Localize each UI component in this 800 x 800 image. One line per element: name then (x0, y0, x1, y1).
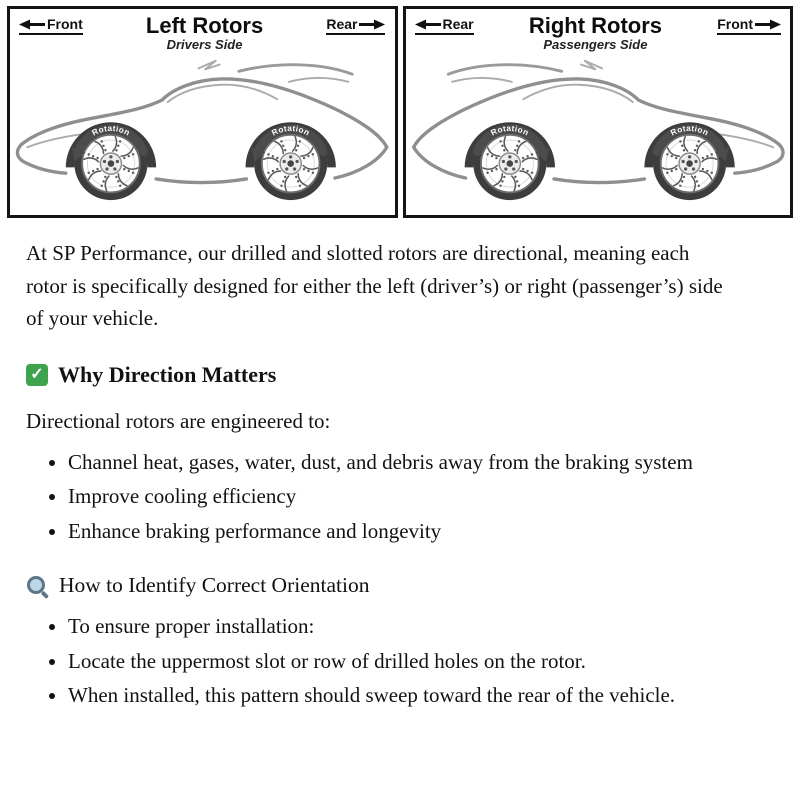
right-rotors-panel (403, 6, 794, 218)
front-direction-label (717, 16, 781, 35)
why-direction-heading (26, 362, 774, 388)
arrow-left-icon (19, 19, 45, 30)
intro-paragraph: At SP Performance, our drilled and slotted rotors are directional, meaning each rotor is specifically designed for either the left (driver’s) or right (passenger’s) side of your vehicle. (26, 241, 723, 331)
heading-text: How to Identify Correct Orientation (59, 573, 370, 598)
direction-label-text: Front (717, 16, 753, 32)
car-illustration-right (406, 54, 791, 215)
front-direction-label (19, 16, 83, 35)
rear-direction-label (326, 16, 385, 35)
orientation-heading (26, 573, 774, 598)
car-illustration-left (10, 54, 395, 215)
panel-subtitle: Drivers Side (166, 37, 243, 53)
left-panel-header (10, 9, 395, 52)
rotor-diagram (0, 0, 800, 218)
rotation-label: Rotation (668, 123, 710, 138)
check-icon (26, 364, 48, 386)
article-content (0, 218, 800, 712)
rear-direction-label (415, 16, 474, 35)
heading-text: Why Direction Matters (58, 361, 277, 387)
list-item: • When installed, this pattern should sweep toward the rear of the vehicle. (68, 680, 716, 712)
benefits-list (26, 447, 774, 548)
list-item: • Locate the uppermost slot or row of drilled holes on the rotor. (68, 646, 716, 678)
arrow-right-icon (359, 19, 385, 30)
orientation-list (26, 611, 774, 712)
right-panel-titles (529, 14, 662, 52)
list-item: • Improve cooling efficiency (68, 481, 716, 513)
rotation-label: Rotation (270, 123, 312, 138)
direction-label-text: Rear (326, 16, 358, 32)
magnifier-icon (26, 574, 50, 598)
list-item: • Channel heat, gases, water, dust, and debris away from the braking system (68, 447, 716, 479)
panel-title: Right Rotors (528, 13, 663, 38)
direction-label-text: Front (47, 16, 83, 32)
direction-label-text: Rear (442, 16, 474, 32)
rotation-label: Rotation (488, 123, 530, 138)
list-item: • To ensure proper installation: (68, 611, 716, 643)
engineered-lead: Directional rotors are engineered to: (26, 408, 331, 433)
left-rotors-panel (7, 6, 398, 218)
arrow-right-icon (755, 19, 781, 30)
left-panel-titles (146, 14, 263, 52)
right-panel-header (406, 9, 791, 52)
arrow-left-icon (415, 19, 441, 30)
panel-subtitle: Passengers Side (543, 37, 648, 53)
panel-title: Left Rotors (145, 13, 264, 38)
rotation-label: Rotation (90, 123, 132, 138)
list-item: • Enhance braking performance and longevity (68, 516, 716, 548)
